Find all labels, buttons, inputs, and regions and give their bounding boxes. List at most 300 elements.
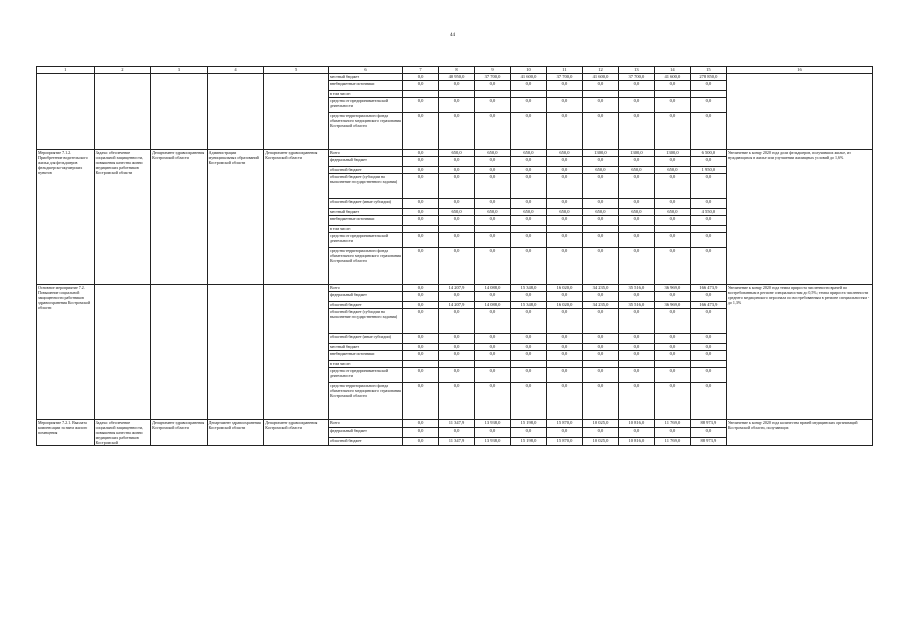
- funding-source-cell: местный бюджет: [329, 209, 403, 216]
- value-cell: 0,0: [618, 292, 654, 302]
- cell-c2: Задача: обеспечение социальной защищенности, повышения качества жизни медицинских работников Костромской области: [94, 150, 151, 285]
- value-cell: 0,0: [403, 174, 439, 199]
- value-cell: 0,0: [546, 174, 582, 199]
- value-cell: 14 088,0: [475, 302, 511, 309]
- value-cell: 0,0: [439, 157, 475, 167]
- value-cell: 0,0: [582, 248, 618, 285]
- column-header: 8: [439, 67, 475, 74]
- value-cell: 0,0: [403, 216, 439, 226]
- column-header: 3: [151, 67, 208, 74]
- value-cell: 1300,0: [654, 150, 690, 157]
- value-cell: [582, 91, 618, 98]
- funding-source-cell: Всего: [329, 420, 403, 428]
- value-cell: 0,0: [582, 368, 618, 383]
- funding-source-cell: внебюджетные источники: [329, 81, 403, 91]
- value-cell: 0,0: [582, 292, 618, 302]
- value-cell: [475, 226, 511, 233]
- cell-c1: Мероприятие 7.1.2. Приобретение водительского жилья для фельдшеров фельдшерско-акушерских пунктов: [37, 150, 95, 285]
- value-cell: 37 700,0: [546, 74, 582, 81]
- value-cell: 36 969,0: [654, 302, 690, 309]
- funding-source-cell: средства территориального фонда обязательного медицинского страхования Костромской области: [329, 113, 403, 150]
- value-cell: 0,0: [475, 351, 511, 361]
- cell-c2: [94, 74, 151, 150]
- value-cell: 0,0: [439, 309, 475, 334]
- value-cell: 0,0: [690, 344, 726, 351]
- value-cell: [439, 226, 475, 233]
- value-cell: 0,0: [690, 81, 726, 91]
- value-cell: 650,0: [654, 167, 690, 174]
- value-cell: 0,0: [546, 344, 582, 351]
- value-cell: 0,0: [618, 344, 654, 351]
- value-cell: [510, 226, 546, 233]
- value-cell: 14 088,0: [475, 285, 511, 292]
- cell-c3: Департамент здравоохранения Костромской области: [151, 420, 208, 446]
- cell-c5: Департамент здравоохранения Костромской области: [264, 150, 329, 285]
- funding-source-cell: федеральный бюджет: [329, 427, 403, 438]
- value-cell: 0,0: [546, 113, 582, 150]
- value-cell: 0,0: [654, 174, 690, 199]
- value-cell: 41 600,0: [582, 74, 618, 81]
- column-header: 5: [264, 67, 329, 74]
- value-cell: 0,0: [654, 334, 690, 344]
- value-cell: 0,0: [618, 157, 654, 167]
- value-cell: 0,0: [690, 157, 726, 167]
- value-cell: 0,0: [403, 199, 439, 209]
- value-cell: 0,0: [439, 334, 475, 344]
- value-cell: 650,0: [439, 150, 475, 157]
- cell-c1: [37, 74, 95, 150]
- value-cell: 0,0: [475, 174, 511, 199]
- value-cell: [690, 226, 726, 233]
- funding-source-cell: средства территориального фонда обязательного медицинского страхования Костромской области: [329, 248, 403, 285]
- value-cell: [582, 361, 618, 368]
- value-cell: [618, 226, 654, 233]
- value-cell: 650,0: [618, 167, 654, 174]
- value-cell: 0,0: [618, 383, 654, 420]
- value-cell: 0,0: [690, 98, 726, 113]
- value-cell: 11 769,0: [654, 438, 690, 446]
- value-cell: 0,0: [510, 81, 546, 91]
- value-cell: 0,0: [618, 199, 654, 209]
- value-cell: 41 600,0: [510, 74, 546, 81]
- value-cell: [510, 91, 546, 98]
- column-header: 7: [403, 67, 439, 74]
- value-cell: [690, 361, 726, 368]
- value-cell: 0,0: [439, 351, 475, 361]
- value-cell: 0,0: [403, 98, 439, 113]
- value-cell: 13 938,0: [475, 438, 511, 446]
- value-cell: 0,0: [582, 81, 618, 91]
- value-cell: 13 938,0: [475, 420, 511, 428]
- value-cell: 0,0: [510, 113, 546, 150]
- value-cell: [475, 361, 511, 368]
- value-cell: [582, 226, 618, 233]
- value-cell: 0,0: [654, 98, 690, 113]
- value-cell: 0,0: [475, 344, 511, 351]
- value-cell: 0,0: [439, 344, 475, 351]
- funding-source-cell: в том числе:: [329, 361, 403, 368]
- funding-source-cell: Всего: [329, 285, 403, 292]
- value-cell: 0,0: [403, 344, 439, 351]
- value-cell: 0,0: [654, 81, 690, 91]
- value-cell: 0,0: [618, 98, 654, 113]
- value-cell: 11 347,9: [439, 438, 475, 446]
- value-cell: 0,0: [654, 344, 690, 351]
- value-cell: 0,0: [403, 233, 439, 248]
- value-cell: 0,0: [475, 81, 511, 91]
- value-cell: 0,0: [582, 309, 618, 334]
- value-cell: 0,0: [546, 334, 582, 344]
- value-cell: 0,0: [690, 309, 726, 334]
- value-cell: 278 850,0: [690, 74, 726, 81]
- funding-source-cell: средства от предпринимательской деятельности: [329, 233, 403, 248]
- value-cell: 0,0: [475, 113, 511, 150]
- value-cell: 0,0: [546, 233, 582, 248]
- value-cell: 650,0: [582, 167, 618, 174]
- funding-source-cell: средства от предпринимательской деятельности: [329, 98, 403, 113]
- value-cell: 0,0: [475, 248, 511, 285]
- value-cell: 1300,0: [582, 150, 618, 157]
- value-cell: 1 950,0: [690, 167, 726, 174]
- value-cell: 650,0: [510, 150, 546, 157]
- funding-source-cell: в том числе:: [329, 91, 403, 98]
- value-cell: 0,0: [510, 174, 546, 199]
- value-cell: 0,0: [582, 344, 618, 351]
- value-cell: [618, 361, 654, 368]
- value-cell: 0,0: [546, 98, 582, 113]
- cell-c4: [207, 74, 264, 150]
- column-header: 2: [94, 67, 151, 74]
- funding-source-cell: областной бюджет (субсидии на выполнение государственного задания): [329, 309, 403, 334]
- value-cell: 0,0: [439, 233, 475, 248]
- value-cell: [546, 361, 582, 368]
- column-header: 12: [582, 67, 618, 74]
- value-cell: 0,0: [439, 174, 475, 199]
- column-header: 1: [37, 67, 95, 74]
- value-cell: 0,0: [510, 351, 546, 361]
- funding-source-cell: внебюджетные источники: [329, 351, 403, 361]
- value-cell: 0,0: [475, 368, 511, 383]
- funding-source-cell: областной бюджет: [329, 438, 403, 446]
- value-cell: 0,0: [475, 427, 511, 438]
- value-cell: 0,0: [403, 351, 439, 361]
- value-cell: 15 348,0: [510, 285, 546, 292]
- value-cell: 0,0: [510, 334, 546, 344]
- value-cell: [510, 361, 546, 368]
- funding-source-cell: областной бюджет (иные субсидии): [329, 334, 403, 344]
- value-cell: 37 700,0: [475, 74, 511, 81]
- table-row: [37, 285, 873, 292]
- value-cell: 0,0: [582, 334, 618, 344]
- value-cell: 0,0: [690, 351, 726, 361]
- value-cell: 15 870,0: [546, 420, 582, 428]
- funding-source-cell: областной бюджет (иные субсидии): [329, 199, 403, 209]
- value-cell: 0,0: [475, 233, 511, 248]
- cell-c5: [264, 285, 329, 420]
- cell-c5: Департамент здравоохранения Костромской области: [264, 420, 329, 446]
- value-cell: 650,0: [618, 209, 654, 216]
- value-cell: 0,0: [475, 334, 511, 344]
- value-cell: 0,0: [690, 216, 726, 226]
- value-cell: 0,0: [510, 292, 546, 302]
- value-cell: 88 973,9: [690, 438, 726, 446]
- value-cell: 0,0: [654, 309, 690, 334]
- value-cell: 0,0: [475, 292, 511, 302]
- cell-c4: Департамент здравоохранения Костромской области: [207, 420, 264, 446]
- budget-table: [36, 66, 873, 446]
- value-cell: 0,0: [403, 383, 439, 420]
- value-cell: 0,0: [475, 98, 511, 113]
- funding-source-cell: Всего: [329, 150, 403, 157]
- value-cell: 0,0: [403, 113, 439, 150]
- value-cell: 0,0: [439, 81, 475, 91]
- value-cell: 0,0: [618, 248, 654, 285]
- value-cell: 0,0: [510, 427, 546, 438]
- funding-source-cell: местный бюджет: [329, 344, 403, 351]
- value-cell: [403, 226, 439, 233]
- funding-source-cell: областной бюджет: [329, 167, 403, 174]
- table-header-row: [37, 67, 873, 74]
- value-cell: 0,0: [475, 157, 511, 167]
- value-cell: 11 769,0: [654, 420, 690, 428]
- expected-result-cell: [726, 74, 872, 150]
- value-cell: 0,0: [654, 248, 690, 285]
- table-row: [37, 150, 873, 157]
- value-cell: 11 347,9: [439, 420, 475, 428]
- value-cell: 0,0: [582, 216, 618, 226]
- value-cell: 0,0: [510, 157, 546, 167]
- value-cell: 0,0: [510, 216, 546, 226]
- value-cell: 0,0: [475, 309, 511, 334]
- value-cell: 0,0: [546, 199, 582, 209]
- value-cell: 0,0: [690, 113, 726, 150]
- value-cell: [439, 361, 475, 368]
- value-cell: 166 473,9: [690, 285, 726, 292]
- value-cell: 15 348,0: [510, 302, 546, 309]
- value-cell: 0,0: [403, 334, 439, 344]
- value-cell: 0,0: [654, 383, 690, 420]
- value-cell: 14 207,9: [439, 285, 475, 292]
- value-cell: 0,0: [654, 351, 690, 361]
- value-cell: 4 550,0: [690, 209, 726, 216]
- cell-c3: [151, 285, 208, 420]
- value-cell: 0,0: [510, 98, 546, 113]
- value-cell: 0,0: [546, 351, 582, 361]
- value-cell: 0,0: [439, 98, 475, 113]
- funding-source-cell: в том числе:: [329, 226, 403, 233]
- column-header: 9: [475, 67, 511, 74]
- value-cell: [475, 91, 511, 98]
- value-cell: 0,0: [690, 174, 726, 199]
- value-cell: 0,0: [654, 157, 690, 167]
- column-header: 11: [546, 67, 582, 74]
- value-cell: 10 025,0: [582, 438, 618, 446]
- value-cell: [546, 226, 582, 233]
- value-cell: 0,0: [654, 216, 690, 226]
- value-cell: 34 235,0: [582, 285, 618, 292]
- value-cell: 15 198,0: [510, 438, 546, 446]
- value-cell: [403, 91, 439, 98]
- value-cell: 0,0: [690, 368, 726, 383]
- value-cell: 0,0: [618, 233, 654, 248]
- value-cell: 0,0: [439, 167, 475, 174]
- value-cell: 0,0: [439, 216, 475, 226]
- cell-c4: [207, 285, 264, 420]
- value-cell: 0,0: [654, 233, 690, 248]
- cell-c3: [151, 74, 208, 150]
- value-cell: 0,0: [582, 98, 618, 113]
- value-cell: 0,0: [403, 438, 439, 446]
- value-cell: 0,0: [439, 248, 475, 285]
- funding-source-cell: федеральный бюджет: [329, 157, 403, 167]
- value-cell: 0,0: [690, 292, 726, 302]
- value-cell: [439, 91, 475, 98]
- value-cell: 0,0: [403, 292, 439, 302]
- column-header: 4: [207, 67, 264, 74]
- value-cell: 0,0: [510, 199, 546, 209]
- funding-source-cell: федеральный бюджет: [329, 292, 403, 302]
- value-cell: 35 516,0: [618, 285, 654, 292]
- value-cell: 14 207,9: [439, 302, 475, 309]
- value-cell: 0,0: [618, 113, 654, 150]
- value-cell: 0,0: [510, 309, 546, 334]
- value-cell: 0,0: [618, 368, 654, 383]
- value-cell: 0,0: [618, 351, 654, 361]
- funding-source-cell: внебюджетные источники: [329, 216, 403, 226]
- value-cell: [546, 91, 582, 98]
- value-cell: 0,0: [654, 427, 690, 438]
- value-cell: 650,0: [654, 209, 690, 216]
- value-cell: 166 473,9: [690, 302, 726, 309]
- value-cell: 0,0: [475, 199, 511, 209]
- value-cell: 0,0: [582, 383, 618, 420]
- value-cell: 0,0: [654, 199, 690, 209]
- value-cell: 0,0: [546, 383, 582, 420]
- expected-result-cell: Увеличение к концу 2020 года количества врачей медицинских организаций Костромской области, получающих: [726, 420, 872, 446]
- value-cell: 650,0: [582, 209, 618, 216]
- value-cell: 0,0: [618, 216, 654, 226]
- value-cell: 16 020,0: [546, 285, 582, 292]
- value-cell: 88 973,9: [690, 420, 726, 428]
- value-cell: 650,0: [510, 209, 546, 216]
- value-cell: 0,0: [582, 199, 618, 209]
- funding-source-cell: областной бюджет: [329, 302, 403, 309]
- table-row: [37, 74, 873, 81]
- value-cell: 0,0: [654, 292, 690, 302]
- value-cell: 40 950,0: [439, 74, 475, 81]
- value-cell: 0,0: [618, 81, 654, 91]
- value-cell: 16 020,0: [546, 302, 582, 309]
- value-cell: 0,0: [582, 174, 618, 199]
- column-header: 6: [329, 67, 403, 74]
- table-row: [37, 420, 873, 428]
- value-cell: 0,0: [439, 199, 475, 209]
- value-cell: 0,0: [439, 292, 475, 302]
- value-cell: 0,0: [690, 248, 726, 285]
- value-cell: 36 969,0: [654, 285, 690, 292]
- column-header: 10: [510, 67, 546, 74]
- value-cell: 0,0: [403, 248, 439, 285]
- value-cell: 0,0: [546, 292, 582, 302]
- value-cell: 0,0: [403, 285, 439, 292]
- value-cell: 0,0: [582, 157, 618, 167]
- value-cell: 37 700,0: [618, 74, 654, 81]
- value-cell: 0,0: [546, 248, 582, 285]
- column-header: 14: [654, 67, 690, 74]
- value-cell: 0,0: [582, 351, 618, 361]
- value-cell: 0,0: [546, 157, 582, 167]
- value-cell: [618, 91, 654, 98]
- funding-source-cell: средства территориального фонда обязательного медицинского страхования Костромской области: [329, 383, 403, 420]
- value-cell: 0,0: [582, 427, 618, 438]
- value-cell: 0,0: [403, 74, 439, 81]
- value-cell: 0,0: [582, 113, 618, 150]
- cell-c3: Департамент здравоохранения Костромской области: [151, 150, 208, 285]
- value-cell: 0,0: [654, 368, 690, 383]
- value-cell: 0,0: [403, 157, 439, 167]
- page-number: 44: [450, 33, 455, 38]
- value-cell: 0,0: [475, 383, 511, 420]
- value-cell: [654, 226, 690, 233]
- value-cell: 0,0: [403, 209, 439, 216]
- value-cell: 35 516,0: [618, 302, 654, 309]
- value-cell: 0,0: [618, 427, 654, 438]
- funding-source-cell: средства от предпринимательской деятельности: [329, 368, 403, 383]
- value-cell: 0,0: [510, 167, 546, 174]
- value-cell: 0,0: [403, 309, 439, 334]
- expected-result-cell: Увеличение к концу 2020 года темпа прироста численности врачей по востребованным в регионе специальностям до 0,5%; темпа прироста численности среднего медицинского персонала по востребованным в регионе специальностям - до 1,3%: [726, 285, 872, 420]
- value-cell: [403, 361, 439, 368]
- value-cell: 0,0: [546, 216, 582, 226]
- value-cell: 15 198,0: [510, 420, 546, 428]
- value-cell: 650,0: [546, 209, 582, 216]
- value-cell: 0,0: [546, 427, 582, 438]
- value-cell: 0,0: [403, 302, 439, 309]
- cell-c1: Основное мероприятие 7.2. Повышение социальной защищенности работников здравоохранения Костромской области: [37, 285, 95, 420]
- value-cell: 0,0: [439, 113, 475, 150]
- value-cell: 0,0: [510, 248, 546, 285]
- value-cell: 0,0: [618, 174, 654, 199]
- value-cell: 0,0: [510, 233, 546, 248]
- value-cell: 0,0: [690, 233, 726, 248]
- value-cell: 0,0: [475, 216, 511, 226]
- value-cell: 0,0: [403, 420, 439, 428]
- value-cell: 0,0: [510, 344, 546, 351]
- expected-result-cell: Увеличение к концу 2020 года доли фельдшеров, получивших жилье, из нуждающихся в жилье или улучшении жилищных условий до 1,6%: [726, 150, 872, 285]
- value-cell: 15 870,0: [546, 438, 582, 446]
- value-cell: 0,0: [546, 368, 582, 383]
- value-cell: 0,0: [510, 368, 546, 383]
- value-cell: 0,0: [403, 81, 439, 91]
- value-cell: 1300,0: [618, 150, 654, 157]
- value-cell: 650,0: [475, 150, 511, 157]
- value-cell: 0,0: [510, 383, 546, 420]
- value-cell: 0,0: [546, 309, 582, 334]
- value-cell: 0,0: [690, 334, 726, 344]
- cell-c5: [264, 74, 329, 150]
- value-cell: 0,0: [690, 383, 726, 420]
- cell-c2: [94, 285, 151, 420]
- value-cell: 0,0: [439, 383, 475, 420]
- value-cell: 10 025,0: [582, 420, 618, 428]
- value-cell: 650,0: [546, 150, 582, 157]
- value-cell: 10 816,0: [618, 420, 654, 428]
- value-cell: [654, 91, 690, 98]
- funding-source-cell: областной бюджет (субсидии на выполнение государственного задания): [329, 174, 403, 199]
- value-cell: 0,0: [546, 167, 582, 174]
- value-cell: 0,0: [618, 309, 654, 334]
- column-header: 13: [618, 67, 654, 74]
